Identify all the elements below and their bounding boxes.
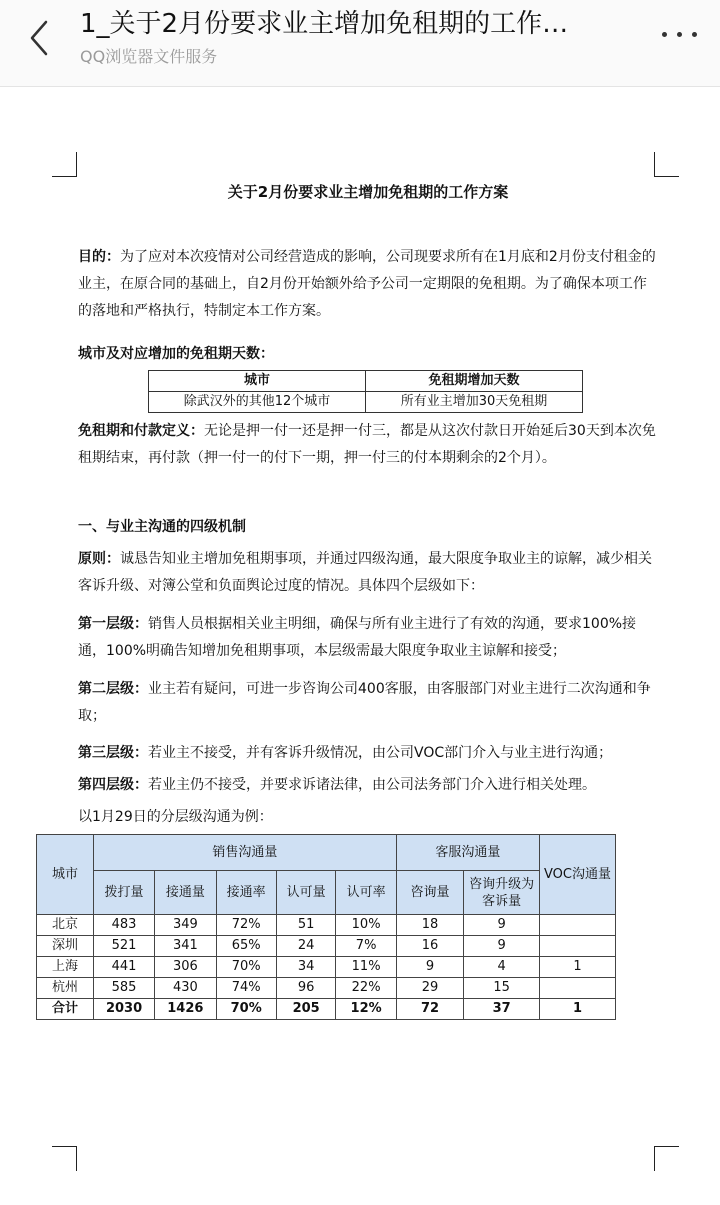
level4-label: 第四层级： [78, 777, 148, 793]
principle-text: 诚恳告知业主增加免租期事项，并通过四级沟通，最大限度争取业主的谅解，减少相关客诉升级、对簿公堂和负面舆论过度的情况。具体四个层级如下： [78, 551, 652, 594]
table-cell: 1426 [155, 999, 216, 1020]
table-cell [540, 978, 616, 999]
table-header: 认可量 [276, 871, 336, 915]
table-cell: 306 [155, 957, 216, 978]
table-cell: 22% [336, 978, 396, 999]
more-dots-icon [662, 32, 667, 37]
level2-text: 业主若有疑问，可进一步咨询公司400客服，由客服部门对业主进行二次沟通和争取； [78, 681, 651, 724]
level3-paragraph [78, 740, 658, 767]
table-header: 城市 [149, 371, 366, 392]
table-cell: 430 [155, 978, 216, 999]
table-cell: 10% [336, 915, 396, 936]
page-subtitle: QQ浏览器文件服务 [80, 47, 218, 66]
table-header: 咨询升级为客诉量 [464, 871, 540, 915]
table-header: 咨询量 [396, 871, 464, 915]
communication-table [36, 834, 616, 1020]
table-cell: 上海 [37, 957, 94, 978]
table-cell: 12% [336, 999, 396, 1020]
table-cell: 15 [464, 978, 540, 999]
table-cell: 2030 [93, 999, 154, 1020]
level3-text: 若业主不接受，并有客诉升级情况，由公司VOC部门介入与业主进行沟通； [148, 745, 613, 761]
table-cell: 72% [216, 915, 276, 936]
level2-label: 第二层级： [78, 681, 148, 697]
table-cell: 1 [540, 957, 616, 978]
city-days-table [148, 370, 583, 413]
top-bar [0, 0, 720, 87]
table-cell [540, 915, 616, 936]
principle-label: 原则： [78, 551, 120, 567]
crop-mark [52, 152, 77, 177]
definition-label: 免租期和付款定义： [78, 423, 204, 439]
section1-title: 一、与业主沟通的四级机制 [78, 519, 246, 535]
table-cell: 349 [155, 915, 216, 936]
table-cell: 除武汉外的其他12个城市 [149, 392, 366, 413]
table-cell: 深圳 [37, 936, 94, 957]
level1-label: 第一层级： [78, 616, 148, 632]
table-cell: 18 [396, 915, 464, 936]
table-cell: 74% [216, 978, 276, 999]
table-cell: 34 [276, 957, 336, 978]
level4-text: 若业主仍不接受，并要求诉诸法律，由公司法务部门介入进行相关处理。 [148, 777, 596, 793]
chevron-left-icon [22, 14, 58, 62]
page-title: 1_关于2月份要求业主增加免租期的工作… [80, 9, 569, 39]
table-cell: 11% [336, 957, 396, 978]
table-cell: 杭州 [37, 978, 94, 999]
table-cell: 9 [396, 957, 464, 978]
table-cell: 16 [396, 936, 464, 957]
table-cell: 37 [464, 999, 540, 1020]
level1-text: 销售人员根据相关业主明细，确保与所有业主进行了有效的沟通，要求100%接通，100%明确告知增加免租期事项，本层级需最大限度争取业主谅解和接受； [78, 616, 637, 659]
table-header: 客服沟通量 [396, 835, 539, 871]
table-cell: 205 [276, 999, 336, 1020]
crop-mark [654, 152, 679, 177]
table-cell: 521 [93, 936, 154, 957]
table-cell: 70% [216, 957, 276, 978]
document-title: 关于2月份要求业主增加免租期的工作方案 [227, 183, 509, 201]
more-dots-icon [677, 32, 682, 37]
back-button[interactable] [22, 14, 58, 62]
table-header: 接通率 [216, 871, 276, 915]
purpose-paragraph [78, 244, 658, 325]
table-cell: 72 [396, 999, 464, 1020]
definition-text: 无论是押一付一还是押一付三，都是从这次付款日开始延后30天到本次免租期结束，再付款（押一付一的付下一期，押一付三的付本期剩余的2个月）。 [78, 423, 656, 466]
table-row [37, 957, 616, 978]
table-cell: 7% [336, 936, 396, 957]
crop-mark [654, 1146, 679, 1171]
more-dots-icon [692, 32, 697, 37]
level4-paragraph [78, 772, 658, 799]
purpose-label: 目的： [78, 249, 120, 265]
table-header: 免租期增加天数 [366, 371, 583, 392]
table-row [37, 978, 616, 999]
level1-paragraph [78, 611, 658, 665]
table-header: 销售沟通量 [93, 835, 396, 871]
table-header: 城市 [37, 835, 94, 915]
section-title [78, 514, 658, 541]
table-cell: 96 [276, 978, 336, 999]
table-cell: 441 [93, 957, 154, 978]
table-cell: 483 [93, 915, 154, 936]
table-cell: 24 [276, 936, 336, 957]
table-cell: 29 [396, 978, 464, 999]
table-cell: 4 [464, 957, 540, 978]
table-cell: 1 [540, 999, 616, 1020]
principle-paragraph [78, 546, 658, 600]
example-text: 以1月29日的分层级沟通为例： [78, 809, 273, 825]
cities-heading [78, 341, 658, 368]
table-cell: 合计 [37, 999, 94, 1020]
table-total-row [37, 999, 616, 1020]
purpose-text: 为了应对本次疫情对公司经营造成的影响，公司现要求所有在1月底和2月份支付租金的业主，在原合同的基础上，自2月份开始额外给予公司一定期限的免租期。为了确保本项工作的落地和严格执行，特制定本工作方案。 [78, 249, 656, 319]
definition-paragraph [78, 418, 658, 472]
table-cell: 51 [276, 915, 336, 936]
table-header: VOC沟通量 [540, 835, 616, 915]
level2-paragraph [78, 676, 658, 730]
table-cell: 341 [155, 936, 216, 957]
table-cell [540, 936, 616, 957]
table-cell: 585 [93, 978, 154, 999]
table-cell: 9 [464, 936, 540, 957]
table-header: 认可率 [336, 871, 396, 915]
table-cell: 所有业主增加30天免租期 [366, 392, 583, 413]
table-row [37, 936, 616, 957]
more-button[interactable] [658, 22, 704, 48]
level3-label: 第三层级： [78, 745, 148, 761]
crop-mark [52, 1146, 77, 1171]
table-row [37, 915, 616, 936]
cities-heading-text: 城市及对应增加的免租期天数： [78, 346, 274, 362]
table-cell: 9 [464, 915, 540, 936]
table-header: 拨打量 [93, 871, 154, 915]
table-cell: 70% [216, 999, 276, 1020]
table-cell: 北京 [37, 915, 94, 936]
table-header: 接通量 [155, 871, 216, 915]
table-cell: 65% [216, 936, 276, 957]
